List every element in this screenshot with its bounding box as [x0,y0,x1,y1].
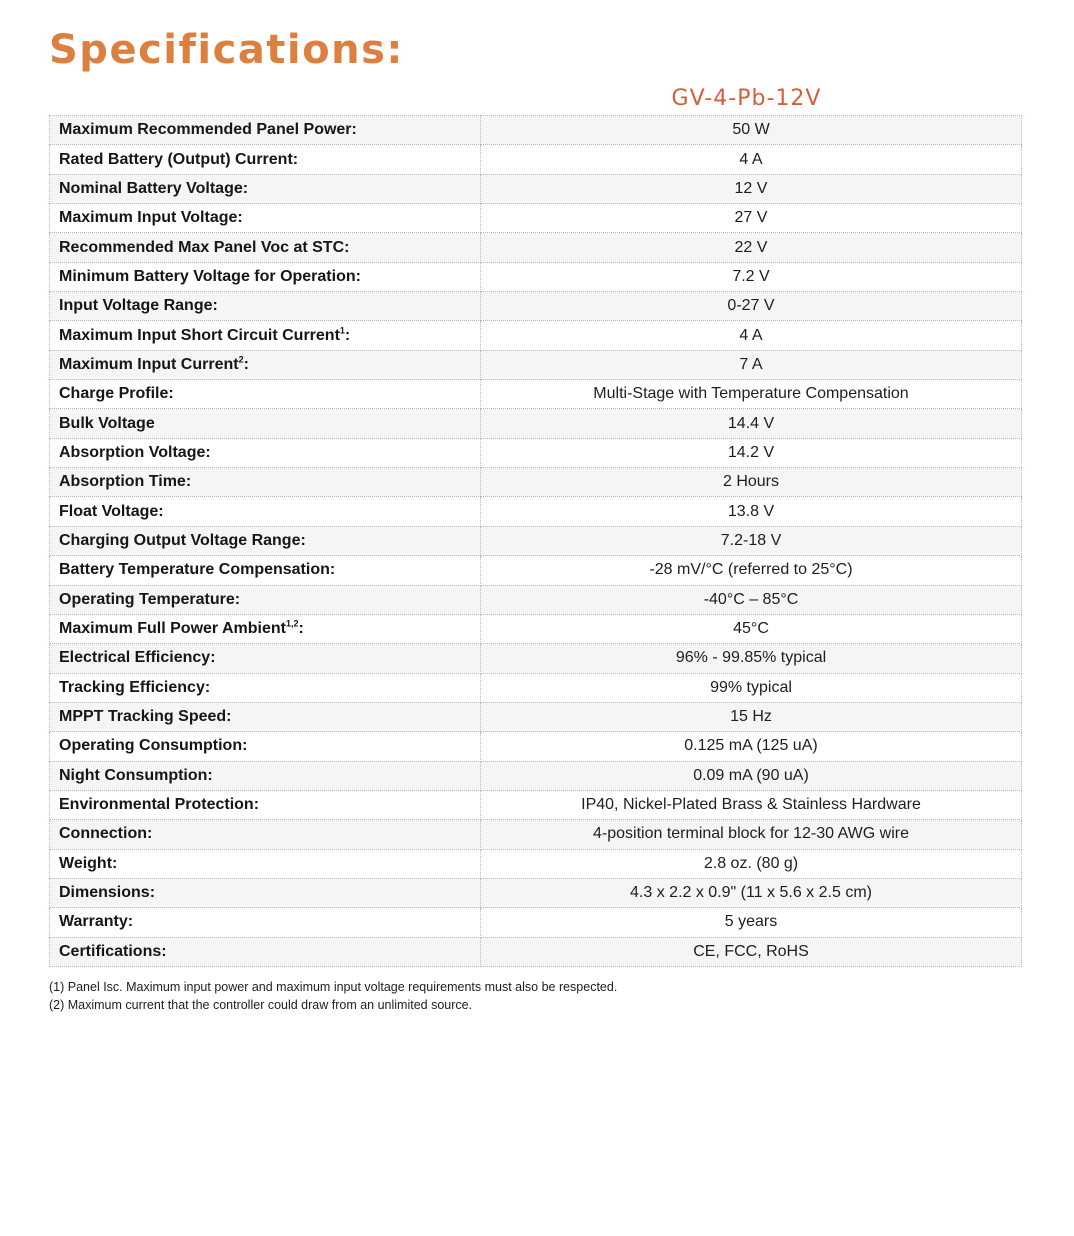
spec-label-text: Connection: [59,825,153,843]
spec-label-text: Maximum Input Short Circuit Current [59,326,340,344]
spec-value: 13.8 V [481,497,1022,526]
spec-label [50,556,481,585]
spec-row [50,556,1022,585]
spec-label [50,233,481,262]
spec-label [50,614,481,643]
spec-label-text: Absorption Time: [59,473,192,491]
spec-row [50,526,1022,555]
spec-value: 7.2 V [481,262,1022,291]
spec-label-text: Operating Consumption: [59,737,248,755]
spec-row [50,438,1022,467]
spec-label [50,468,481,497]
spec-label-text: Electrical Efficiency: [59,649,216,667]
spec-value: 2 Hours [481,468,1022,497]
spec-row [50,321,1022,350]
spec-value: 14.4 V [481,409,1022,438]
spec-row [50,820,1022,849]
spec-label-text: Recommended Max Panel Voc at STC: [59,238,350,256]
spec-value: 50 W [481,116,1022,145]
spec-value: 5 years [481,908,1022,937]
spec-row [50,761,1022,790]
spec-row [50,497,1022,526]
spec-row [50,174,1022,203]
spec-value: 0.09 mA (90 uA) [481,761,1022,790]
spec-value: 45°C [481,614,1022,643]
spec-row [50,350,1022,379]
spec-value: 0-27 V [481,292,1022,321]
footnote-reference: 1,2 [286,618,299,629]
footnotes [49,979,617,1014]
spec-label [50,145,481,174]
spec-value: 12 V [481,174,1022,203]
footnote-reference: 2 [238,354,244,365]
spec-value: 0.125 mA (125 uA) [481,732,1022,761]
spec-value: 4 A [481,321,1022,350]
label-colon: : [298,620,304,638]
specifications-table-body [50,116,1022,967]
spec-label-text: Minimum Battery Voltage for Operation: [59,267,361,285]
model-heading: GV-4-Pb-12V [671,86,822,111]
spec-label [50,820,481,849]
spec-label [50,380,481,409]
spec-label [50,644,481,673]
spec-label-text: Certifications: [59,942,167,960]
spec-row [50,614,1022,643]
spec-value: 14.2 V [481,438,1022,467]
spec-label [50,702,481,731]
spec-label-text: Maximum Input Current [59,355,239,373]
spec-value: 7 A [481,350,1022,379]
spec-label [50,761,481,790]
spec-value: 22 V [481,233,1022,262]
spec-label [50,204,481,233]
spec-label [50,409,481,438]
spec-label-text: MPPT Tracking Speed: [59,708,232,726]
spec-label-text: Charging Output Voltage Range: [59,531,306,549]
label-colon: : [243,355,249,373]
spec-label-text: Bulk Voltage [59,414,155,432]
spec-label-text: Maximum Input Voltage: [59,209,243,227]
spec-row [50,849,1022,878]
spec-row [50,585,1022,614]
spec-label [50,497,481,526]
spec-label-text: Tracking Efficiency: [59,678,211,696]
spec-row [50,878,1022,907]
spec-value: -28 mV/°C (referred to 25°C) [481,556,1022,585]
spec-value: 27 V [481,204,1022,233]
spec-label [50,350,481,379]
spec-label-text: Float Voltage: [59,502,164,520]
spec-label-text: Input Voltage Range: [59,297,218,315]
spec-label [50,673,481,702]
spec-label [50,790,481,819]
spec-row [50,292,1022,321]
spec-row [50,204,1022,233]
spec-label [50,732,481,761]
spec-value: IP40, Nickel-Plated Brass & Stainless Hardware [481,790,1022,819]
spec-row [50,145,1022,174]
spec-label [50,292,481,321]
footnote-2: (2) Maximum current that the controller could draw from an unlimited source. [49,997,473,1012]
spec-value: 7.2-18 V [481,526,1022,555]
label-colon: : [344,326,351,344]
spec-row [50,644,1022,673]
spec-label [50,937,481,966]
spec-row [50,908,1022,937]
spec-label-text: Warranty: [59,913,134,931]
spec-label [50,908,481,937]
spec-label-text: Environmental Protection: [59,796,260,814]
spec-row [50,790,1022,819]
spec-row [50,937,1022,966]
spec-value: 15 Hz [481,702,1022,731]
spec-label-text: Night Consumption: [59,766,213,784]
spec-value: 96% - 99.85% typical [481,644,1022,673]
spec-value: 99% typical [481,673,1022,702]
spec-label-text: Battery Temperature Compensation: [59,561,336,579]
spec-label-text: Absorption Voltage: [59,443,211,461]
spec-label-text: Maximum Recommended Panel Power: [59,121,357,139]
spec-row [50,702,1022,731]
spec-row [50,409,1022,438]
spec-value: CE, FCC, RoHS [481,937,1022,966]
spec-label-text: Operating Temperature: [59,590,241,608]
spec-row [50,233,1022,262]
spec-row [50,380,1022,409]
spec-row [50,732,1022,761]
spec-row [50,116,1022,145]
spec-label [50,585,481,614]
spec-label-text: Charge Profile: [59,385,174,403]
spec-row [50,468,1022,497]
spec-value: 2.8 oz. (80 g) [481,849,1022,878]
spec-label [50,321,481,350]
spec-label-text: Maximum Full Power Ambient [59,620,286,638]
spec-label [50,174,481,203]
spec-label-text: Weight: [59,854,118,872]
spec-label-text: Nominal Battery Voltage: [59,179,249,197]
spec-label [50,849,481,878]
spec-value: 4-position terminal block for 12-30 AWG wire [481,820,1022,849]
specifications-table [49,115,1022,967]
spec-value: 4.3 x 2.2 x 0.9" (11 x 5.6 x 2.5 cm) [481,878,1022,907]
spec-label [50,438,481,467]
page-title: Specifications: [49,27,404,73]
spec-row [50,262,1022,291]
spec-value: -40°C – 85°C [481,585,1022,614]
footnote-1: (1) Panel Isc. Maximum input power and maximum input voltage requirements must also be respected. [49,980,618,994]
spec-label-text: Dimensions: [59,884,156,902]
spec-value: 4 A [481,145,1022,174]
spec-value: Multi-Stage with Temperature Compensation [481,380,1022,409]
spec-label [50,526,481,555]
footnote-reference: 1 [339,325,345,336]
spec-row [50,673,1022,702]
spec-label [50,878,481,907]
spec-label [50,262,481,291]
spec-label [50,116,481,145]
spec-label-text: Rated Battery (Output) Current: [59,150,299,168]
